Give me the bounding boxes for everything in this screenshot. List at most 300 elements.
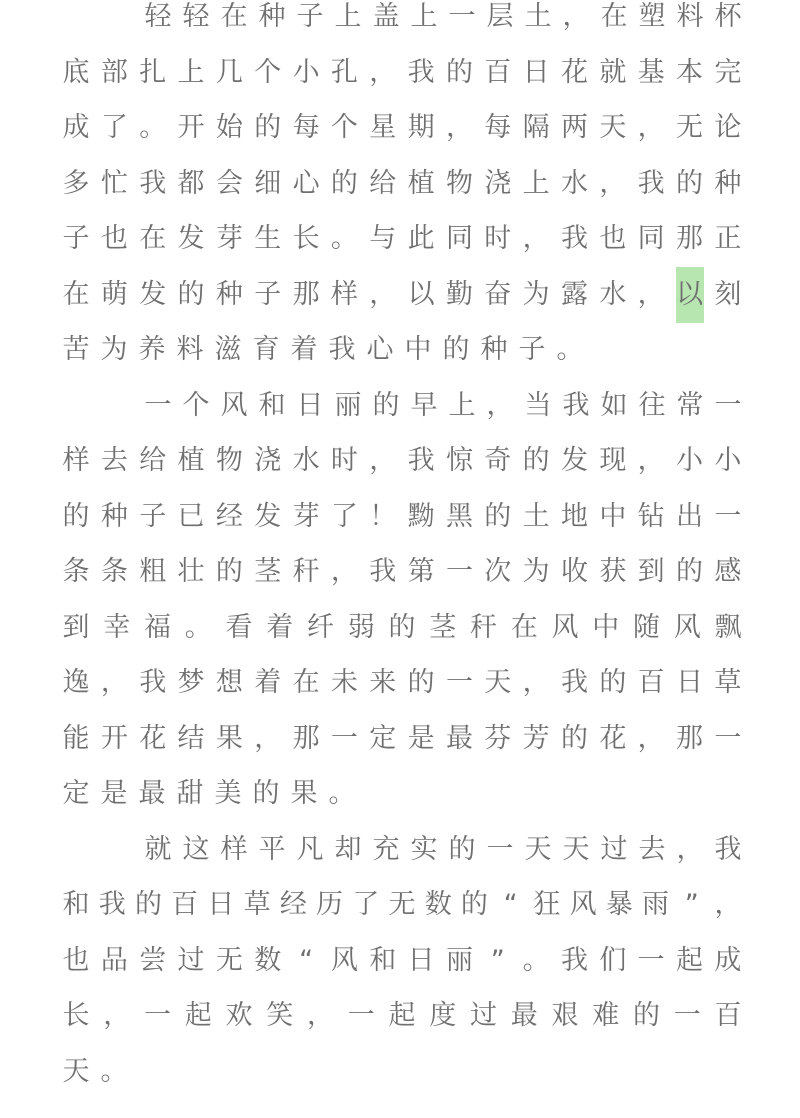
text-char: 一 <box>714 500 742 532</box>
text-char: ， <box>103 1000 131 1031</box>
text-char: 完 <box>714 56 742 88</box>
text-char: 的 <box>522 445 550 476</box>
text-char: 。 <box>100 1055 128 1087</box>
text-char: 的 <box>330 167 358 199</box>
text-char: 的 <box>445 56 473 88</box>
text-char: 上 <box>177 56 205 88</box>
text-char: 是 <box>100 778 128 809</box>
text-char: 最 <box>138 778 166 809</box>
text-char: 当 <box>524 389 552 421</box>
text-char: 的 <box>62 500 90 532</box>
text-char: 无 <box>676 112 703 143</box>
text-char: 勤 <box>445 278 473 310</box>
text-char: 料 <box>176 334 204 365</box>
text-char: 能 <box>62 722 90 754</box>
text-char: 物 <box>445 167 473 199</box>
text-char: 的 <box>599 667 627 698</box>
text-char: 起 <box>184 1000 212 1031</box>
text-line <box>62 600 742 656</box>
text-char: 。 <box>330 223 358 254</box>
text-char: 的 <box>442 334 470 365</box>
text-char: 为 <box>100 334 128 365</box>
text-char: ， <box>522 223 550 254</box>
text-char: 上 <box>448 389 476 421</box>
text-char: 在 <box>220 1 248 32</box>
text-char: 底 <box>62 56 90 88</box>
text-char: 正 <box>714 223 742 254</box>
text-char: 萌 <box>100 278 128 310</box>
text-char: 长 <box>292 223 320 254</box>
text-char: 风 <box>330 944 358 976</box>
text-char: ， <box>100 667 128 698</box>
text-char: 现 <box>599 445 627 476</box>
text-char: 最 <box>445 722 473 754</box>
text-char: 两 <box>560 112 588 143</box>
text-char: 茎 <box>254 556 282 587</box>
text-char: 滋 <box>214 334 242 365</box>
text-char: 了 <box>330 500 358 532</box>
text-line <box>144 378 742 434</box>
text-char: 中 <box>592 611 620 643</box>
text-char: 风 <box>551 611 579 643</box>
text-char: 种 <box>480 334 508 365</box>
text-char: 样 <box>220 833 248 865</box>
text-line <box>62 100 742 156</box>
text-char: ， <box>676 833 704 865</box>
text-char: 每 <box>484 112 512 143</box>
text-char: 随 <box>633 611 660 643</box>
text-char: 雨 <box>642 889 669 920</box>
text-char: ， <box>599 167 627 199</box>
text-char: 丽 <box>445 944 473 976</box>
text-char: 我 <box>562 389 590 421</box>
text-char: 我 <box>560 944 588 976</box>
text-char: 奋 <box>484 278 512 310</box>
text-char: 个 <box>330 112 358 143</box>
text-char: 子 <box>254 278 282 310</box>
document-page <box>62 0 742 1118</box>
text-char: 在 <box>510 611 538 643</box>
text-char: 种 <box>714 167 742 199</box>
text-line <box>144 822 742 878</box>
text-char: 条 <box>62 556 90 587</box>
text-char: 百 <box>637 667 665 698</box>
text-char: 到 <box>62 611 90 643</box>
text-char: ， <box>637 445 665 476</box>
text-char: 开 <box>100 722 128 754</box>
text-char: 我 <box>714 833 742 865</box>
text-char: 天 <box>599 112 627 143</box>
text-char: 一 <box>330 722 358 754</box>
text-char: 的 <box>484 500 512 532</box>
text-char: ， <box>637 722 665 754</box>
text-char: 一 <box>445 667 473 698</box>
text-line <box>62 711 742 767</box>
text-char: 水 <box>599 278 627 310</box>
text-char: 数 <box>254 944 282 976</box>
text-char: 一 <box>347 1000 375 1031</box>
text-char: 甜 <box>176 778 204 809</box>
text-char: 天 <box>524 833 552 865</box>
text-char: 开 <box>177 112 205 143</box>
text-char: 育 <box>252 334 280 365</box>
text-char: 暴 <box>605 889 633 920</box>
text-line <box>62 655 742 711</box>
text-line <box>62 1044 742 1100</box>
text-char: 星 <box>369 112 397 143</box>
text-char: 百 <box>714 1000 742 1031</box>
text-char: 花 <box>139 722 167 754</box>
text-char: 盖 <box>372 1 400 32</box>
text-line <box>62 156 742 212</box>
text-char: 凡 <box>296 833 324 865</box>
text-char: 的 <box>215 556 243 587</box>
text-char: 就 <box>599 56 627 88</box>
text-char: 风 <box>569 889 597 920</box>
text-char: 的 <box>388 611 416 643</box>
text-line <box>62 211 742 267</box>
text-char: 细 <box>254 167 282 199</box>
text-char: 就 <box>144 833 172 865</box>
text-char: 成 <box>62 112 90 143</box>
text-char: 几 <box>215 56 243 88</box>
text-char: 成 <box>714 944 742 976</box>
text-char: 狂 <box>533 889 561 920</box>
text-char: 果 <box>215 722 243 754</box>
text-char: 这 <box>182 833 210 865</box>
text-char: 那 <box>676 223 703 254</box>
text-char: “ <box>299 944 314 976</box>
text-char: 一 <box>486 833 514 865</box>
text-char: 的 <box>177 278 205 310</box>
text-char: 过 <box>600 833 628 865</box>
text-char: 芽 <box>292 500 320 532</box>
text-char: 始 <box>215 112 243 143</box>
text-char: 。 <box>139 112 167 143</box>
text-char: 中 <box>404 334 432 365</box>
text-char: 个 <box>254 56 282 88</box>
text-char: ， <box>445 112 473 143</box>
text-char: 。 <box>184 611 212 643</box>
text-char: 我 <box>407 445 435 476</box>
text-char: 品 <box>100 944 128 976</box>
text-char: 一 <box>445 556 473 587</box>
text-char: ” <box>490 944 505 976</box>
text-line <box>62 433 742 489</box>
text-char: 获 <box>599 556 627 587</box>
text-char: 我 <box>139 167 167 199</box>
text-char: ， <box>562 1 590 32</box>
text-char: 种 <box>100 500 128 532</box>
text-char: 我 <box>637 167 665 199</box>
text-char: 。 <box>556 334 584 365</box>
text-char: 去 <box>638 833 666 865</box>
text-char: 上 <box>334 1 362 32</box>
text-char: 植 <box>177 445 205 476</box>
text-char: 看 <box>225 611 253 643</box>
text-char: 未 <box>330 667 358 698</box>
text-char: 已 <box>177 500 205 532</box>
text-char: 小 <box>714 445 742 476</box>
text-char: 与 <box>369 223 397 254</box>
text-line <box>144 0 742 45</box>
text-char: 一 <box>448 1 476 32</box>
text-char: ， <box>369 56 397 88</box>
text-char: 小 <box>676 445 703 476</box>
text-char: 料 <box>676 1 704 32</box>
text-char: 论 <box>714 112 742 143</box>
text-char: 定 <box>369 722 397 754</box>
text-char: 水 <box>560 167 588 199</box>
text-char: 一 <box>144 389 172 421</box>
text-char: 小 <box>292 56 320 88</box>
text-char: 我 <box>328 334 356 365</box>
text-char: 时 <box>330 445 358 476</box>
text-char: 花 <box>599 722 627 754</box>
text-char: 收 <box>560 556 588 587</box>
text-char: 天 <box>562 833 590 865</box>
text-char: 了 <box>352 889 380 920</box>
text-char: 发 <box>254 500 282 532</box>
text-char: 种 <box>258 1 286 32</box>
text-char: 那 <box>676 722 703 754</box>
text-char: 的 <box>252 778 280 809</box>
text-char: 杯 <box>714 1 742 32</box>
text-char: 如 <box>600 389 628 421</box>
text-char: 在 <box>62 278 90 310</box>
text-char: 黝 <box>407 500 435 532</box>
text-char: 早 <box>410 389 438 421</box>
text-char: 到 <box>637 556 665 587</box>
text-char: 样 <box>330 278 358 310</box>
text-char: 度 <box>429 1000 457 1031</box>
text-char: 往 <box>638 389 666 421</box>
text-char: 过 <box>470 1000 497 1031</box>
text-char: 我 <box>560 667 588 698</box>
text-char: 壮 <box>177 556 205 587</box>
text-char: ， <box>637 112 665 143</box>
text-char: 粗 <box>139 556 167 587</box>
text-char: 我 <box>560 223 588 254</box>
text-char: 的 <box>460 889 488 920</box>
text-char: 中 <box>599 500 627 532</box>
text-char: ！ <box>369 500 397 532</box>
text-char: 常 <box>676 389 704 421</box>
text-char: ， <box>522 667 550 698</box>
text-char: 我 <box>407 56 435 88</box>
text-char: 孔 <box>330 56 358 88</box>
text-char: 草 <box>243 889 271 920</box>
text-char: 逸 <box>62 667 90 698</box>
text-char: 欢 <box>225 1000 253 1031</box>
text-char: 的 <box>560 722 588 754</box>
text-char: 时 <box>484 223 512 254</box>
text-char: 天 <box>484 667 512 698</box>
text-char: 发 <box>560 445 588 476</box>
text-char: 茎 <box>429 611 457 643</box>
text-char: ， <box>714 889 742 920</box>
text-char: 我 <box>139 667 167 698</box>
text-char: 起 <box>388 1000 416 1031</box>
text-char: 尝 <box>139 944 167 976</box>
text-line <box>62 544 742 600</box>
text-char: 土 <box>524 1 552 32</box>
text-char: 却 <box>334 833 362 865</box>
text-char: 期 <box>407 112 435 143</box>
text-char: 丽 <box>334 389 362 421</box>
text-char: 花 <box>560 56 588 88</box>
text-char: 历 <box>316 889 344 920</box>
text-char: 养 <box>138 334 166 365</box>
text-char: 的 <box>372 389 400 421</box>
text-char: 无 <box>388 889 416 920</box>
text-char: 充 <box>372 833 400 865</box>
text-char: 同 <box>637 223 665 254</box>
text-char: 日 <box>296 389 324 421</box>
text-char: 次 <box>484 556 512 587</box>
text-char: 我 <box>98 889 126 920</box>
text-char: 为 <box>522 556 550 587</box>
text-char: 的 <box>633 1000 660 1031</box>
text-char: 也 <box>100 223 128 254</box>
text-char: 给 <box>139 445 167 476</box>
text-char: 此 <box>407 223 435 254</box>
text-char: 。 <box>522 944 550 976</box>
text-char: 同 <box>445 223 473 254</box>
text-char: 无 <box>215 944 243 976</box>
text-char: 百 <box>171 889 199 920</box>
text-char: 去 <box>100 445 128 476</box>
text-char: 起 <box>676 944 703 976</box>
text-char: 风 <box>673 611 701 643</box>
text-char: 子 <box>296 1 324 32</box>
text-char: 层 <box>486 1 514 32</box>
text-char: 风 <box>220 389 248 421</box>
text-char: 长 <box>62 1000 90 1031</box>
text-char: 刻 <box>714 278 742 310</box>
text-char: 的 <box>407 667 435 698</box>
text-line <box>62 267 742 323</box>
text-char: 基 <box>637 56 665 88</box>
text-char: 美 <box>214 778 242 809</box>
text-char: 和 <box>62 889 90 920</box>
text-char: 上 <box>410 1 438 32</box>
text-char: 难 <box>592 1000 620 1031</box>
text-char: 心 <box>366 334 394 365</box>
text-char: ， <box>307 1000 334 1031</box>
text-char: 秆 <box>470 611 497 643</box>
text-char: 轻 <box>182 1 210 32</box>
text-char: 植 <box>407 167 435 199</box>
text-char: “ <box>503 889 518 920</box>
text-char: 浇 <box>254 445 282 476</box>
text-char: 笑 <box>266 1000 294 1031</box>
text-char: 那 <box>292 722 320 754</box>
text-line <box>62 489 742 545</box>
text-char: 出 <box>676 500 703 532</box>
text-char: 平 <box>258 833 286 865</box>
text-char: 着 <box>290 334 318 365</box>
text-char: ” <box>684 889 699 920</box>
text-char: 果 <box>290 778 318 809</box>
text-line <box>62 766 742 822</box>
text-char: 多 <box>62 167 90 199</box>
text-char: 在 <box>139 223 167 254</box>
text-char: 一 <box>714 722 742 754</box>
text-char: 经 <box>279 889 307 920</box>
text-char: 子 <box>139 500 167 532</box>
text-char: 子 <box>62 223 90 254</box>
text-char: 最 <box>510 1000 538 1031</box>
text-char: 结 <box>177 722 205 754</box>
text-char: 艰 <box>551 1000 579 1031</box>
text-char: 日 <box>207 889 235 920</box>
text-char: 样 <box>62 445 90 476</box>
text-char: 上 <box>522 167 550 199</box>
text-char: 芬 <box>484 722 512 754</box>
text-char: 给 <box>369 167 397 199</box>
text-char: 经 <box>215 500 243 532</box>
text-char: 也 <box>599 223 627 254</box>
text-char: 生 <box>254 223 282 254</box>
text-char: 惊 <box>445 445 473 476</box>
text-char: 一 <box>714 389 742 421</box>
text-char: 心 <box>292 167 320 199</box>
text-char: 的 <box>448 833 476 865</box>
text-char: 发 <box>139 278 167 310</box>
text-char: 幸 <box>103 611 131 643</box>
text-char: 塑 <box>638 1 666 32</box>
text-line <box>62 933 742 989</box>
text-char: 感 <box>714 556 742 587</box>
text-char: ， <box>254 722 282 754</box>
text-char: 来 <box>369 667 397 698</box>
text-char: 梦 <box>177 667 205 698</box>
text-char: 在 <box>292 667 320 698</box>
text-char: 条 <box>100 556 128 587</box>
text-char: 我 <box>369 556 397 587</box>
text-char: 第 <box>407 556 435 587</box>
text-char: 露 <box>560 278 588 310</box>
text-char: 子 <box>518 334 546 365</box>
text-char: 每 <box>292 112 320 143</box>
text-line <box>62 877 742 933</box>
text-char: 一 <box>144 1000 171 1031</box>
text-line <box>62 988 742 1044</box>
text-char: 天 <box>62 1055 90 1087</box>
text-char: 那 <box>292 278 320 310</box>
text-line <box>62 45 742 101</box>
text-char: 是 <box>407 722 435 754</box>
text-char: 芳 <box>522 722 550 754</box>
text-char: 苦 <box>62 334 90 365</box>
text-char: 过 <box>177 944 205 976</box>
text-char: 本 <box>676 56 703 88</box>
text-char: 钻 <box>637 500 665 532</box>
text-char: 百 <box>484 56 512 88</box>
text-char: 们 <box>599 944 627 976</box>
text-char: 日 <box>407 944 435 976</box>
text-char: 扎 <box>139 56 167 88</box>
text-char: 物 <box>215 445 243 476</box>
text-char: 。 <box>328 778 356 809</box>
text-char: 也 <box>62 944 90 976</box>
text-char: 的 <box>676 556 703 587</box>
text-char: 和 <box>258 389 286 421</box>
text-char: 轻 <box>144 1 172 32</box>
text-char: 发 <box>177 223 205 254</box>
text-char: ， <box>369 278 397 310</box>
